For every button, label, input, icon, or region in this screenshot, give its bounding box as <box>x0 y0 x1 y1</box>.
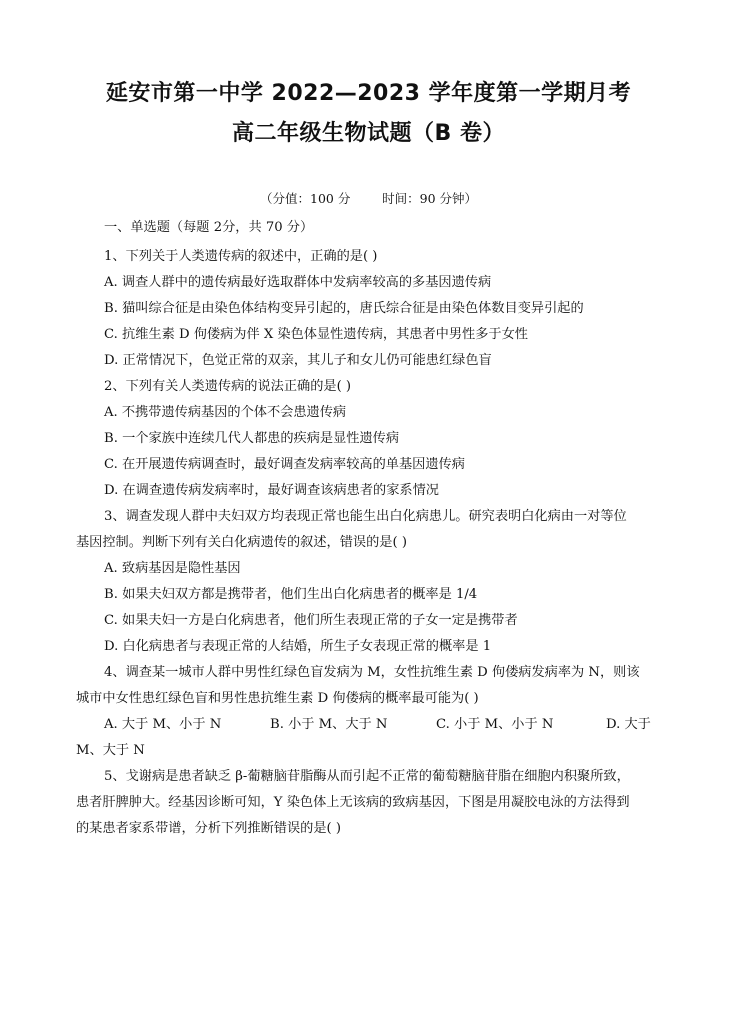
question-4-option-a: A. 大于 M、小于 N <box>104 717 222 732</box>
question-3-stem-line2: 基因控制。判断下列有关白化病遗传的叙述，错误的是( ) <box>76 535 407 550</box>
question-3-option-d: D. 白化病患者与表现正常的人结婚，所生子女表现正常的概率是 1 <box>104 639 492 654</box>
question-1-option-b: B. 猫叫综合征是由染色体结构变异引起的，唐氏综合征是由染色体数目变异引起的 <box>104 301 584 316</box>
section-heading: 一、单选题（每题 2分，共 70 分） <box>104 220 314 235</box>
exam-subtitle: 高二年级生物试题（B 卷） <box>232 121 505 146</box>
question-2-option-c: C. 在开展遗传病调查时，最好调查发病率较高的单基因遗传病 <box>104 457 465 472</box>
question-4-option-d-cont: M、大于 N <box>76 743 145 758</box>
question-4-option-c: C. 小于 M、小于 N <box>436 717 554 732</box>
score-time-info: （分值：100 分 时间：90 分钟） <box>260 191 477 206</box>
question-2-option-a: A. 不携带遗传病基因的个体不会患遗传病 <box>104 405 347 420</box>
question-5-stem-line2: 患者肝脾肿大。经基因诊断可知，Y 染色体上无该病的致病基因，下图是用凝胶电泳的方法得到 <box>76 795 630 810</box>
question-1-option-d: D. 正常情况下，色觉正常的双亲，其儿子和女儿仍可能患红绿色盲 <box>104 353 492 368</box>
question-5-stem-line1: 5、戈谢病是患者缺乏 β-葡糖脑苷脂酶从而引起不正常的葡萄糖脑苷脂在细胞内积聚所致， <box>104 769 630 784</box>
question-1-stem: 1、下列关于人类遗传病的叙述中，正确的是( ) <box>104 249 378 264</box>
question-1-option-a: A. 调查人群中的遗传病最好选取群体中发病率较高的多基因遗传病 <box>104 275 492 290</box>
question-2-stem: 2、下列有关人类遗传病的说法正确的是( ) <box>104 379 352 394</box>
question-3-option-c: C. 如果夫妇一方是白化病患者，他们所生表现正常的子女一定是携带者 <box>104 613 518 628</box>
question-4-stem-line1: 4、调查某一城市人群中男性红绿色盲发病为 M，女性抗维生素 D 佝偻病发病率为 N，则该 <box>104 665 640 680</box>
question-1-option-c: C. 抗维生素 D 佝偻病为伴 X 染色体显性遗传病，其患者中男性多于女性 <box>104 327 528 342</box>
question-4-stem-line2: 城市中女性患红绿色盲和男性患抗维生素 D 佝偻病的概率最可能为( ) <box>76 691 479 706</box>
question-2-option-d: D. 在调查遗传病发病率时，最好调查该病患者的家系情况 <box>104 483 439 498</box>
question-2-option-b: B. 一个家族中连续几代人都患的疾病是显性遗传病 <box>104 431 400 446</box>
question-4-option-d: D. 大于 <box>606 717 651 732</box>
question-3-option-b: B. 如果夫妇双方都是携带者，他们生出白化病患者的概率是 1/4 <box>104 587 478 602</box>
exam-title: 延安市第一中学 2022—2023 学年度第一学期月考 <box>105 81 632 106</box>
question-5-stem-line3: 的某患者家系带谱，分析下列推断错误的是( ) <box>76 821 342 836</box>
question-3-stem-line1: 3、调查发现人群中夫妇双方均表现正常也能生出白化病患儿。研究表明白化病由一对等位 <box>104 509 627 524</box>
question-4-option-b: B. 小于 M、大于 N <box>270 717 388 732</box>
question-3-option-a: A. 致病基因是隐性基因 <box>104 561 241 576</box>
